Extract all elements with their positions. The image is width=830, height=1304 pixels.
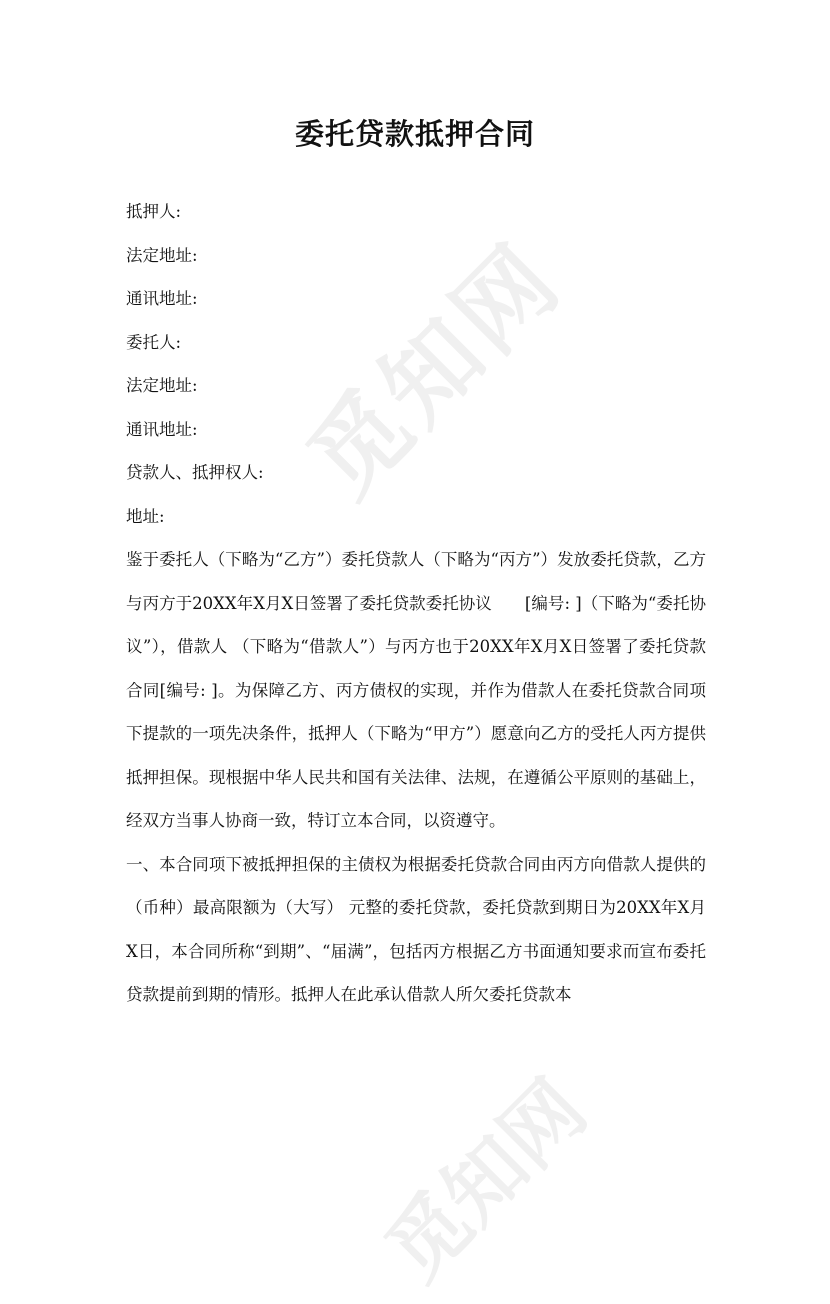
document-body xyxy=(126,190,706,1017)
watermark: 觅知网 xyxy=(287,222,583,518)
field-principal-legal-address: 法定地址: xyxy=(126,376,198,395)
field-lender-address: 地址: xyxy=(126,506,165,526)
clause-1-paragraph: 一、本合同项下被抵押担保的主债权为根据委托贷款合同由丙方向借款人提供的 （币种）最高限额为（大写） 元整的委托贷款，委托贷款到期日为20XX年X月X日，本合同所称“到期”、“届满”，包括丙方根据乙方书面通知要求而宣布委托贷款提前到期的情形。抵押人在此承认借款人所欠委托贷款本 xyxy=(126,854,706,1004)
preamble-paragraph: 鉴于委托人（下略为“乙方”）委托贷款人（下略为“丙方”）发放委托贷款，乙方与丙方于20XX年X月X日签署了委托贷款委托协议 [编号: ]（下略为“委托协议”），借款人 （下略为“借款人”）与丙方也于20XX年X月X日签署了委托贷款合同[编号: ]。为保障乙方、丙方债权的实现，并作为借款人在委托贷款合同项下提款的一项先决条件，抵押人（下略为“甲方”）愿意向乙方的受托人丙方提供抵押担保。现根据中华人民共和国有关法律、法规，在遵循公平原则的基础上，经双方当事人协商一致，特订立本合同，以资遵守。 xyxy=(126,550,706,830)
field-principal-mailing-address: 通讯地址: xyxy=(126,419,198,439)
field-lender-mortgagee: 贷款人、抵押权人: xyxy=(126,463,264,482)
field-mailing-address: 通讯地址: xyxy=(126,289,198,308)
watermark-partial: 觅知网 xyxy=(368,1062,604,1298)
field-principal: 委托人: xyxy=(126,332,182,352)
field-legal-address: 法定地址: xyxy=(126,245,198,265)
field-mortgagor: 抵押人: xyxy=(126,202,182,221)
document-title: 委托贷款抵押合同 xyxy=(294,117,535,151)
